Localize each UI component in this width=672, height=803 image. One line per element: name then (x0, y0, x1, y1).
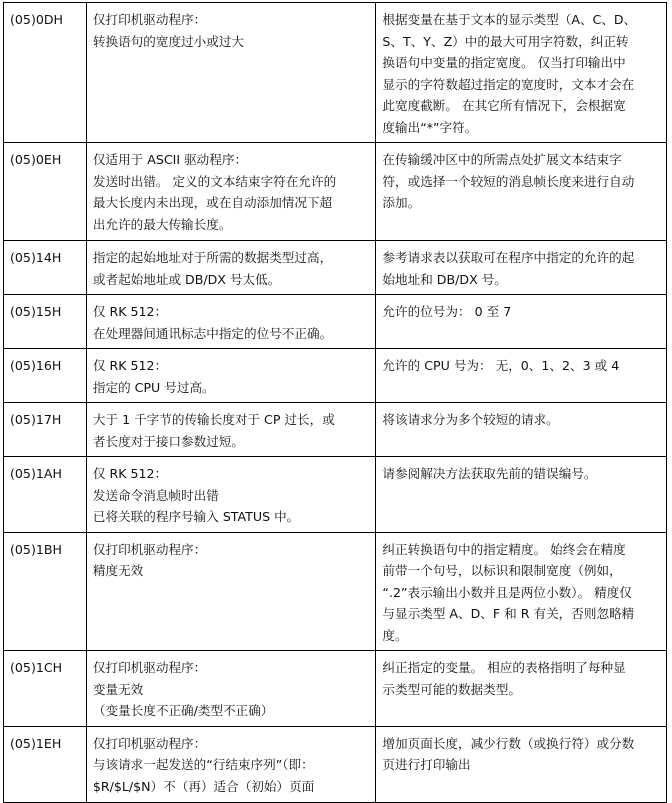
remedy-line: 根据变量在基于文本的显示类型（A、C、D、 (382, 12, 637, 27)
remedy-line: 符，或选择一个较短的消息帧长度来进行自动 (382, 173, 635, 189)
error-remedy (376, 349, 667, 403)
error-description (86, 241, 376, 295)
error-remedy (376, 457, 667, 533)
remedy-line: 纠正转换语句中的指定精度。 始终会在精度 (382, 541, 626, 557)
remedy-line: 请参阅解决方法获取先前的错误编号。 (382, 466, 597, 481)
table-row (4, 349, 667, 403)
error-table (3, 2, 667, 803)
remedy-line: 换语句中变量的指定宽度。 仅当打印输出中 (382, 55, 626, 70)
error-code: (05)1BH (4, 532, 87, 651)
remedy-line: S、T、Y、Z）中的最大可用字符数，纠正转 (382, 33, 629, 49)
remedy-line: 允许的位号为： 0 至 7 (382, 304, 512, 319)
error-remedy (376, 403, 667, 457)
table-row (4, 295, 667, 349)
error-remedy (376, 295, 667, 349)
remedy-line: “.2”表示输出小数并且是两位小数）。 精度仅 (382, 584, 632, 600)
description-line: （变量长度不正确/类型不正确） (92, 703, 274, 718)
remedy-line: 示类型可能的数据类型。 (382, 681, 521, 697)
description-line: 变量无效 (92, 681, 144, 697)
error-description (86, 726, 376, 802)
error-description (86, 349, 376, 403)
remedy-line: 增加页面长度，减少行数（或换行符）或分数 (382, 735, 635, 751)
error-remedy (376, 532, 667, 651)
error-description (86, 143, 376, 241)
error-description (86, 457, 376, 533)
table-row (4, 403, 667, 457)
description-line: 转换语句的宽度过小或过大 (92, 33, 244, 49)
remedy-line: 添加。 (382, 195, 421, 210)
error-description (86, 3, 376, 143)
error-description (86, 651, 376, 727)
description-line: 仅 RK 512： (92, 304, 168, 319)
description-line: 仅适用于 ASCII 驱动程序： (92, 152, 248, 167)
remedy-line: 在传输缓冲区中的所需点处扩展文本结束字 (382, 152, 622, 167)
description-line: 发送命令消息帧时出错 (92, 487, 219, 503)
description-line: 仅打印机驱动程序： (92, 12, 207, 27)
description-line: 仅打印机驱动程序： (92, 735, 207, 751)
remedy-line: 显示的字符数超过指定的宽度时，文本才会在 (382, 76, 635, 92)
error-code: (05)0DH (4, 3, 87, 143)
error-description (86, 532, 376, 651)
description-line: 最大长度内未出现，或在自动添加情况下超 (92, 195, 333, 210)
description-line: 大于 1 千字节的传输长度对于 CP 过长，或 (92, 412, 335, 427)
error-code: (05)14H (4, 241, 87, 295)
remedy-line: 度输出“*”字符。 (382, 119, 478, 135)
description-line: 与该请求一起发送的“行结束序列”（即： (92, 757, 314, 772)
error-code: (05)16H (4, 349, 87, 403)
description-line: 在处理器间通讯标志中指定的位号不正确。 (92, 325, 333, 341)
remedy-line: 将该请求分为多个较短的请求。 (382, 412, 559, 427)
remedy-line: 前带一个句号，以标识和限制宽度（例如， (382, 563, 622, 578)
error-code: (05)1AH (4, 457, 87, 533)
table-row (4, 143, 667, 241)
description-line: 仅打印机驱动程序： (92, 541, 207, 557)
table-row (4, 651, 667, 727)
remedy-line: 页进行打印输出 (382, 757, 471, 772)
error-code: (05)0EH (4, 143, 87, 241)
description-line: 已将关联的程序号输入 STATUS 中。 (92, 509, 300, 524)
remedy-line: 参考请求表以获取可在程序中指定的允许的起 (382, 250, 635, 265)
remedy-line: 与显示类型 A、D、F 和 R 有关，否则忽略精 (382, 606, 635, 621)
table-row (4, 726, 667, 802)
error-remedy (376, 3, 667, 143)
description-line: 指定的起始地址对于所需的数据类型过高， (92, 250, 333, 265)
error-remedy (376, 143, 667, 241)
error-code: (05)1EH (4, 726, 87, 802)
description-line: 或者起始地址或 DB/DX 号太低。 (92, 271, 281, 287)
error-code: (05)17H (4, 403, 87, 457)
error-description (86, 403, 376, 457)
description-line: 者长度对于接口参数过短。 (92, 433, 244, 449)
error-code: (05)1CH (4, 651, 87, 727)
error-code: (05)15H (4, 295, 87, 349)
error-remedy (376, 651, 667, 727)
table-row (4, 3, 667, 143)
description-line: 发送时出错。 定义的文本结束字符在允许的 (92, 173, 337, 189)
remedy-line: 度。 (382, 627, 408, 643)
description-line: 仅 RK 512： (92, 466, 168, 481)
description-line: 精度无效 (92, 563, 144, 578)
table-row (4, 241, 667, 295)
description-line: 仅打印机驱动程序： (92, 660, 207, 675)
remedy-line: 纠正指定的变量。 相应的表格指明了每种显 (382, 660, 626, 675)
table-row (4, 457, 667, 533)
error-remedy (376, 726, 667, 802)
error-description (86, 295, 376, 349)
description-line: $R/$L/$N）不（再）适合（初始）页面 (92, 778, 315, 794)
remedy-line: 此宽度截断。 在其它所有情况下，会根据宽 (382, 98, 626, 113)
error-remedy (376, 241, 667, 295)
description-line: 出允许的最大传输长度。 (92, 216, 232, 232)
remedy-line: 始地址和 DB/DX 号。 (382, 271, 507, 287)
description-line: 指定的 CPU 号过高。 (92, 379, 215, 395)
remedy-line: 允许的 CPU 号为： 无，0、1、2、3 或 4 (382, 358, 620, 373)
table-row (4, 532, 667, 651)
description-line: 仅 RK 512： (92, 358, 168, 373)
